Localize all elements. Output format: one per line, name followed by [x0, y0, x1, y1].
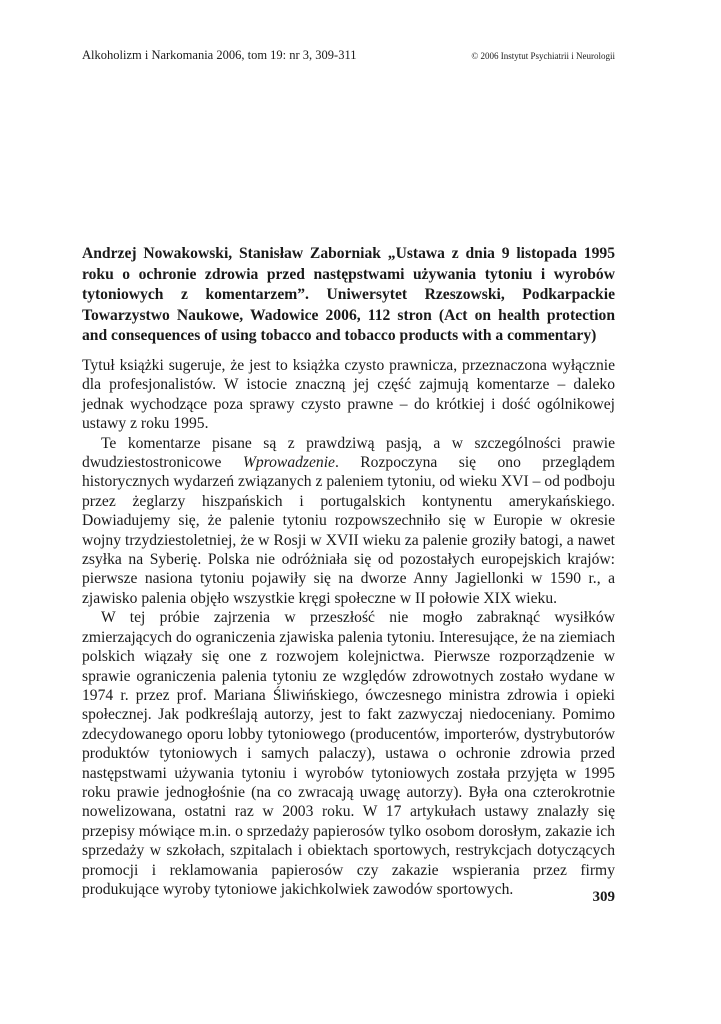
paragraph-1: Tytuł książki sugeruje, że jest to książka czysto prawnicza, przeznaczona wyłącznie dla profesjonalistów. W istocie znaczną jej część zajmują komentarze – daleko jednak wychodzące poza sprawy czysto prawne – do krótkiej i dość ogólnikowej ustawy z roku 1995.	[82, 357, 615, 433]
paragraph-3: W tej próbie zajrzenia w przeszłość nie mogło zabraknąć wysiłków zmierzających do ograniczenia zjawiska palenia tytoniu. Interesujące, że na ziemiach polskich wiązały się one z rozwojem kolejnictwa. Pierwsze rozporządzenie w sprawie ograniczenia palenia tytoniu ze względów zdrowotnych zostało wydane w 1974 r. przez prof. Mariana Śliwińskiego, ówczesnego ministra zdrowia i opieki społecznej. Jak podkreślają autorzy, jest to fakt zazwyczaj niedoceniany. Pomimo zdecydowanego oporu lobby tytoniowego (producentów, importerów, dystrybutorów produktów tytoniowych i samych palaczy), ustawa o ochronie zdrowia przed następstwami używania tytoniu i wyrobów tytoniowych została przyjęta w 1995 roku prawie jednogłośnie (na co zwracają uwagę autorzy). Była ona czterokrotnie nowelizowana, ostatni raz w 2003 roku. W 17 artykułach ustawy znalazły się przepisy mówiące m.in. o sprzedaży papierosów tylko osobom dorosłym, zakazie ich sprzedaży w szkołach, szpitalach i obiektach sportowych, restrykcjach dotyczących promocji i reklamowania papierosów czy zakazie wspierania przez firmy produkujące wyroby tytoniowe jakichkolwiek zawodów sportowych.	[82, 609, 615, 898]
running-head	[82, 48, 615, 63]
review-title: Andrzej Nowakowski, Stanisław Zaborniak „Ustawa z dnia 9 listopada 1995 roku o ochronie zdrowia przed następstwami używania tytoniu i wyrobów tytoniowych z komentarzem”. Uniwersytet Rzeszowski, Podkarpackie Towarzystwo Naukowe, Wadowice 2006, 112 stron (Act on health protection and consequences of using tobacco and tobacco products with a commentary)	[82, 245, 615, 345]
paragraph-2-start: Te komentarze pisane są z prawdziwą pasją, a w szczególności prawie dwudziestostronicowe	[82, 434, 615, 472]
paragraph-2-rest: . Rozpoczyna się ono przeglądem historycznych wydarzeń związanych z paleniem tytoniu, od wieku XVI – od podboju przez żeglarzy hiszpańskich i portugalskich kontynentu amerykańskiego. Dowiadujemy się, że palenie tytoniu rozpowszechniło się w Europie w okresie wojny trzydziestoletniej, że w Rosji w XVII wieku za palenie groziły batogi, a nawet zsyłka na Syberię. Polska nie odróżniała się od pozostałych europejskich krajów: pierwsze nasiona tytoniu pojawiły się na dworze Anny Jagiellonki w 1590 r., a zjawisko palenia objęło wszystkie kręgi społeczne w II połowie XIX wieku.	[82, 454, 615, 607]
paragraph-2-italic: Wprowadzenie	[242, 454, 335, 472]
review-body	[82, 356, 615, 899]
page-number: 309	[592, 889, 615, 905]
paragraph-2	[82, 434, 615, 609]
copyright-notice: © 2006 Instytut Psychiatrii i Neurologii	[471, 51, 615, 61]
journal-citation: Alkoholizm i Narkomania 2006, tom 19: nr 3, 309-311	[82, 48, 357, 62]
